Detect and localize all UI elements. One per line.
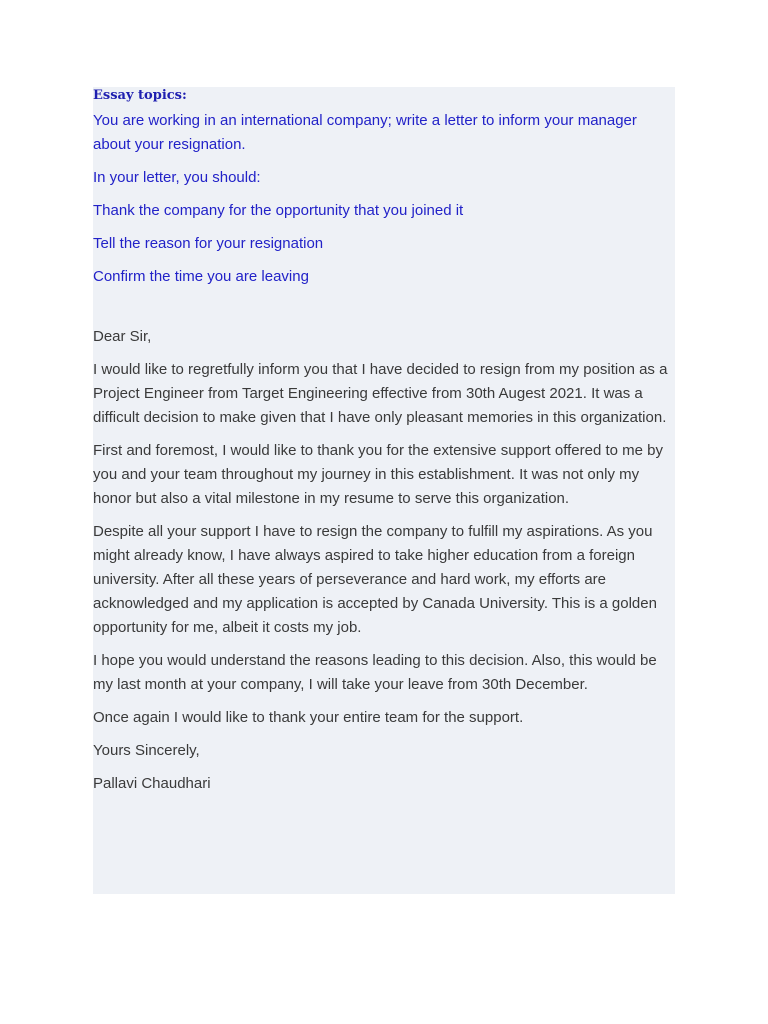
prompt-point-thank: Thank the company for the opportunity that you joined it bbox=[93, 202, 464, 219]
letter-salutation: Dear Sir, bbox=[93, 328, 152, 345]
letter-body bbox=[93, 325, 675, 796]
letter-paragraph: First and foremost, I would like to thank you for the extensive support offered to me by you and your team throughout my journey in this establishment. It was not only my honor but also a vital milestone in my resume to serve this organization. bbox=[93, 442, 664, 507]
letter-paragraph: Despite all your support I have to resign the company to fulfill my aspirations. As you might already know, I have always aspired to take higher education from a foreign university. After all these years of perseverance and hard work, my efforts are acknowledged and my application is accepted by Canada University. This is a golden opportunity for me, albeit it costs my job. bbox=[93, 523, 657, 636]
prompt-instruction: In your letter, you should: bbox=[93, 169, 261, 186]
prompt-task: You are working in an international company; write a letter to inform your manager about your resignation. bbox=[93, 112, 637, 153]
letter-closing: Yours Sincerely, bbox=[93, 742, 200, 759]
letter-signature: Pallavi Chaudhari bbox=[93, 775, 211, 792]
letter-paragraph: I hope you would understand the reasons leading to this decision. Also, this would be my last month at your company, I will take your leave from 30th December. bbox=[93, 652, 657, 693]
document-content bbox=[93, 87, 675, 796]
essay-prompt bbox=[93, 109, 675, 289]
letter-paragraph: I would like to regretfully inform you that I have decided to resign from my position as a Project Engineer from Target Engineering effective from 30th Augest 2021. It was a difficult decision to make given that I have only pleasant memories in this organization. bbox=[93, 361, 668, 426]
letter-paragraph: Once again I would like to thank your entire team for the support. bbox=[93, 709, 524, 726]
prompt-point-reason: Tell the reason for your resignation bbox=[93, 235, 324, 252]
prompt-point-time: Confirm the time you are leaving bbox=[93, 268, 309, 285]
essay-topics-heading: Essay topics: bbox=[93, 88, 187, 103]
